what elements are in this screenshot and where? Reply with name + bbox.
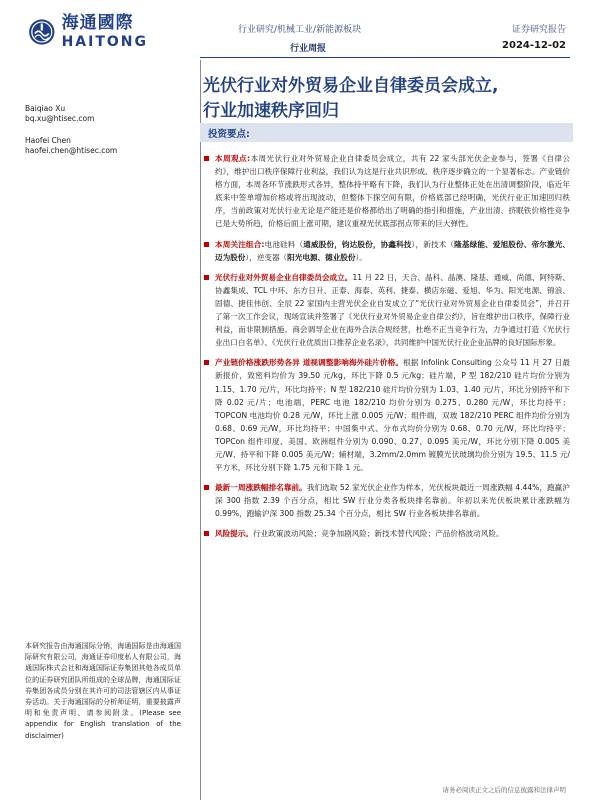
title-line-1: 光伏行业对外贸易企业自律委员会成立, bbox=[203, 76, 499, 96]
author-email[interactable]: haofei.chen@htisec.com bbox=[25, 146, 118, 155]
bullet-marker-icon bbox=[204, 531, 209, 536]
report-header bbox=[0, 0, 600, 68]
title-line-2: 行业加速秩序回归 bbox=[203, 101, 339, 121]
bullet-weekly-view bbox=[204, 152, 570, 231]
bullet-lead: 本周观点: bbox=[215, 154, 251, 163]
bullet-text: ），新技术（ bbox=[411, 239, 455, 249]
footer-notice: 请务必阅读正文之后的信息披露和法律声明 bbox=[442, 786, 566, 794]
report-type: 行业周报 bbox=[290, 44, 327, 54]
bullet-text: 电池硅料（ bbox=[264, 239, 304, 249]
bullet-marker-icon bbox=[204, 242, 209, 247]
bullet-lead: 本周关注组合: bbox=[215, 239, 265, 249]
bullet-lead: 风险提示。 bbox=[215, 529, 253, 539]
author-name: Haofei Chen bbox=[25, 136, 71, 145]
bullet-text: ）。 bbox=[355, 252, 367, 262]
bullet-list bbox=[204, 152, 570, 541]
header-divider bbox=[200, 57, 570, 58]
report-categories: 行业研究/机械工业/新能源板块 bbox=[238, 25, 362, 35]
report-title bbox=[203, 74, 583, 124]
bullet-ranking bbox=[204, 481, 570, 520]
report-date: 2024-12-02 bbox=[502, 40, 566, 51]
bullet-lead: 光伏行业对外贸易企业自律委员会成立。 bbox=[215, 272, 353, 282]
bullet-committee bbox=[204, 271, 570, 350]
bullet-lead: 最新一周涨跌幅排名靠前。 bbox=[215, 483, 307, 493]
bullet-marker-icon bbox=[204, 360, 209, 365]
bullet-text: 本周光伏行业对外贸易企业自律委员会成立，共有 22 家头部光伏企业参与，签署《自律公约》，维护出口秩序保障行业利益，我们认为这是行业共识形成、秩序逐步确立的一个显著标志。产业链价格方面，本周各环节涨跌形式各异，整体持平略有下降，我们认为行业整体正处在出清调整阶段，临近年底来中签单增加价格或将出现波动，但整体下探空间有限，价格底部已经明确，光伏行业正加速回归秩序，当前政策对光伏行业无论是产能还是价格都给出了明确的指引和措施，产业出清、挤眠铁价格性竞争已是大势所趋，价格后面上涨可期，建议重视光伏底部拐点带来的巨大弹性。 bbox=[215, 154, 570, 229]
stock-group: 隆基绿能、爱旭股份、帝尔激光、迈为股份 bbox=[215, 239, 571, 262]
logo-chinese-name: 海通國際 bbox=[61, 13, 134, 33]
bullet-portfolio bbox=[204, 238, 570, 264]
column-divider bbox=[200, 60, 201, 800]
disclaimer-text: 本研究报告由海通国际分销，海通国际是由海通国际研究有限公司，海通证券印度私人有限公司，海通国际株式会社和海通国际证券集团其他各成员单位的证券研究团队所组成的全球品牌，海通国际证券集团各成员分别在其许可的司法管辖区内从事证券活动。关于海通国际的分析师证明，重要披露声明和免责声明，请参阅附录。(Please see appendix for English translation of the disclaimer) bbox=[25, 642, 181, 740]
bullet-text: 我们选取 52 家光伏企业作为样本，光伏板块最近一周涨跌幅 4.44%，跑赢沪深 300 指数 2.39 个百分点，相比 SW 行业分类各板块排名靠前。年初以来光伏板块累计涨跌幅为 0.99%，跑输沪深 300 指数 25.34 个百分点，相比 SW 行业各板块排名靠前。 bbox=[215, 483, 570, 519]
bullet-marker-icon bbox=[204, 485, 209, 490]
bullet-text: 11 月 22 日，天合、晶科、晶澳、隆基、通威、尚德、阿特斯、协鑫集成、TCL 中环、东方日升、正泰、海泰、英利、捷泰、横店东磁、爱旭、华为、阳光电源、锦浪、固德、捷佳伟创、全辰 22 家国内主营光伏企业自发成立了“光伏行业对外贸易企业自律委员会”，并召开了第一次工作会议，现场宣读并签署了《光伏行业对外贸易企业自律公约》，旨在维护出口秩序，保障行业利益，而非限制措施。商会调导企业在海外合法合规经营，杜绝不正当竞争行为，力争通过打造《光伏行业出口白名单》、《光伏行业优质出口推荐企业名录》，共同维护中国光伏行业企业品牌的良好国际形象。 bbox=[215, 272, 570, 348]
bullet-marker-icon bbox=[204, 275, 209, 280]
bullet-prices bbox=[204, 356, 570, 474]
bullet-text: ），逆变器（ bbox=[245, 252, 288, 262]
author-1 bbox=[25, 104, 117, 124]
author-2 bbox=[25, 136, 117, 156]
haitong-logo bbox=[28, 10, 148, 54]
report-label: 证券研究报告 bbox=[511, 25, 566, 35]
stock-group: 通威股份，钧达股份，协鑫科技 bbox=[303, 239, 412, 249]
bullet-text: 根据 Infolink Consulting 公众号 11 月 27 日最新报价，致密料均价为 39.50 元/kg，环比下降 0.5 元/kg；硅片端，P 型 182/210 硅片均价分别为 1.15、1.70 元/片，环比均持平；N 型 182/210 硅片均价分别为 1.03、1.40 元/片，环比分别持平和下降 0.02 元/片；电池端，PERC 电池 182/210 均价分别为 0.275、0.280 元/W，环比均持平；TOPCON 电池均价 0.28 元/W，环比上涨 0.005 元/W；组件端，双玻 182/210 PERC 组件均价分别为 0.68、0.69 元/W，环比均持平；中国集中式、分布式均价分别为 0.68、0.70 元/W，环比均持平；TOPCon 组件印度、美国、欧洲组件分别为 0.090、0.27、0.095 美元/W，环比分别下降 0.005 美元/W、持平和下降 0.005 美元/W；辅材端，3.2mm/2.0mm 镀膜光伏玻璃均价分别为 19.5、11.5 元/平方米，环比分别下降 1.75 元和下降 1 元。 bbox=[215, 358, 570, 473]
investment-points-bar bbox=[200, 123, 573, 142]
author-email[interactable]: bq.xu@htisec.com bbox=[25, 114, 95, 123]
author-name: Baiqiao Xu bbox=[25, 104, 66, 113]
stock-group: 阳光电源、德业股份 bbox=[287, 252, 356, 262]
haitong-logo-icon bbox=[28, 14, 56, 50]
bullet-risk bbox=[204, 527, 570, 540]
investment-points-heading: 投资要点: bbox=[208, 129, 250, 140]
bullet-lead: 产业链价格涨跌形势各异 道视调整影响海外硅片价格。 bbox=[215, 358, 404, 368]
bullet-marker-icon bbox=[204, 156, 209, 161]
author-block bbox=[25, 104, 117, 156]
bullet-text: 行业政策波动风险；竞争加剧风险；新技术替代风险；产品价格波动风险。 bbox=[252, 529, 504, 539]
logo-english-name: HAITONG bbox=[61, 34, 148, 50]
